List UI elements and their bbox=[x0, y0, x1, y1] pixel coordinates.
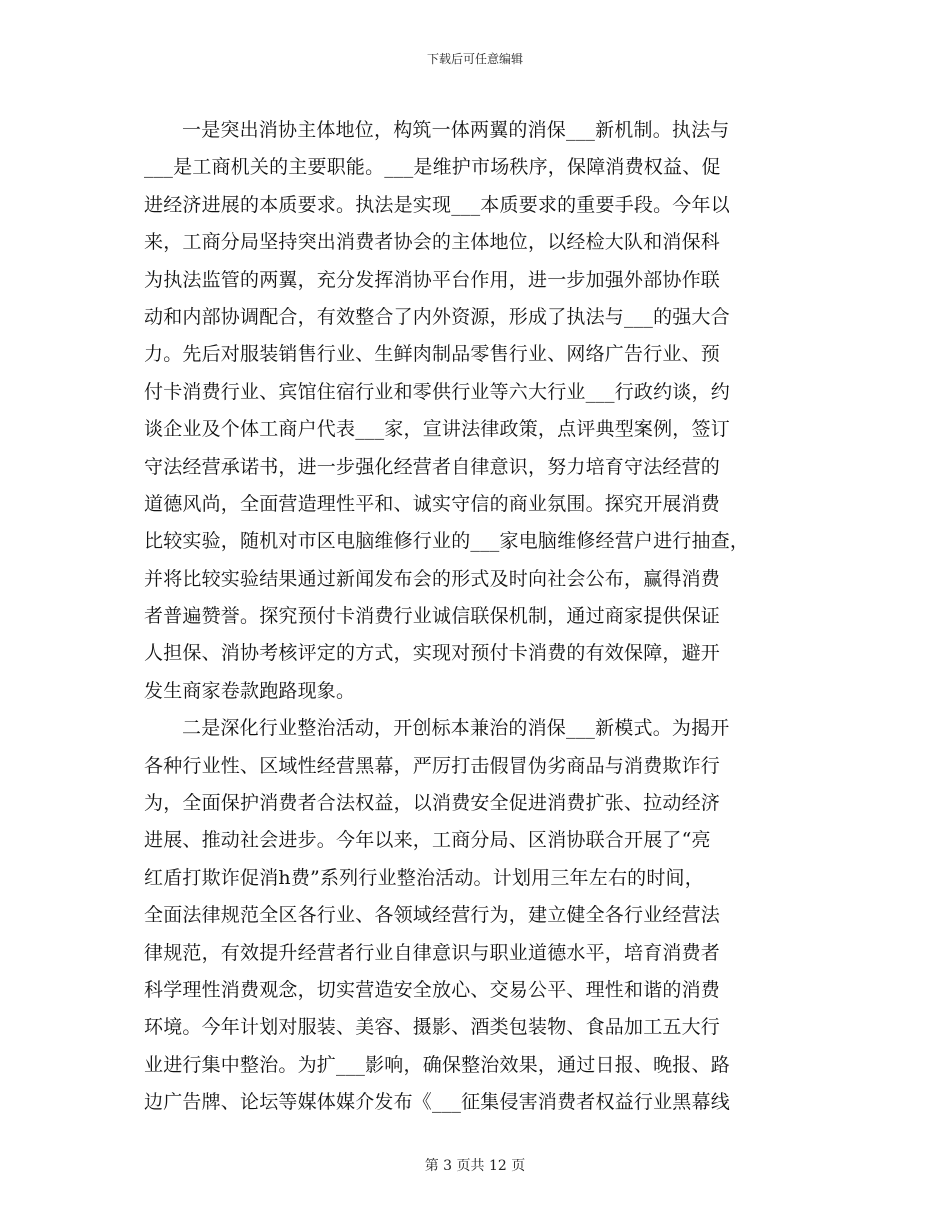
text-line: 律规范，有效提升经营者行业自律意识与职业道德水平，培育消费者 bbox=[144, 941, 721, 964]
page-header: 下载后可任意编辑 bbox=[426, 52, 523, 66]
text-line: 二是深化行业整治活动，开创标本兼治的消保___新模式。为揭开 bbox=[182, 717, 730, 740]
text-line: 环境。今年计划对服装、美容、摄影、酒类包装物、食品加工五大行 bbox=[144, 1016, 721, 1039]
text-line: 红盾打欺诈促消h费”系列行业整治活动。计划用三年左右的时间， bbox=[144, 866, 704, 889]
text-line: 科学理性消费观念，切实营造安全放心、交易公平、理性和谐的消费 bbox=[144, 978, 721, 1001]
text-line: 人担保、消协考核评定的方式，实现对预付卡消费的有效保障，避开 bbox=[144, 642, 721, 665]
paragraph-2 bbox=[144, 710, 814, 1121]
text-line: 为，全面保护消费者合法权益，以消费安全促进消费扩张、拉动经济 bbox=[144, 792, 721, 815]
text-line: 一是突出消协主体地位，构筑一体两翼的消保___新机制。执法与 bbox=[182, 119, 730, 141]
text-line: 动和内部协调配合，有效整合了内外资源，形成了执法与___的强大合 bbox=[144, 305, 730, 328]
text-line: 并将比较实验结果通过新闻发布会的形式及时向社会公布，赢得消费 bbox=[144, 567, 721, 590]
text-line: 边广告牌、论坛等媒体媒介发布《___征集侵害消费者权益行业黑幕线 bbox=[144, 1091, 730, 1114]
text-line: 来，工商分局坚持突出消费者协会的主体地位，以经检大队和消保科 bbox=[144, 231, 721, 254]
text-line: 各种行业性、区域性经营黑幕，严厉打击假冒伪劣商品与消费欺诈行 bbox=[144, 754, 721, 777]
paragraph-1 bbox=[144, 112, 814, 710]
text-line: 为执法监管的两翼，充分发挥消协平台作用，进一步加强外部协作联 bbox=[144, 268, 721, 291]
text-line: 发生商家卷款跑路现象。 bbox=[144, 679, 356, 702]
text-line: 全面法律规范全区各行业、各领域经营行为，建立健全各行业经营法 bbox=[144, 904, 721, 927]
text-line: 比较实验，随机对市区电脑维修行业的___家电脑维修经营户进行抽查， bbox=[144, 530, 750, 553]
page-footer: 第 3 页共 12 页 bbox=[424, 1158, 526, 1174]
text-line: 守法经营承诺书，进一步强化经营者自律意识，努力培育守法经营的 bbox=[144, 455, 721, 478]
text-line: 进展、推动社会进步。今年以来，工商分局、区消协联合开展了“亮 bbox=[144, 829, 711, 852]
text-line: ___是工商机关的主要职能。___是维护市场秩序，保障消费权益、促 bbox=[144, 156, 721, 179]
text-line: 进经济进展的本质要求。执法是实现___本质要求的重要手段。今年以 bbox=[144, 193, 730, 216]
text-line: 谈企业及个体工商户代表___家，宣讲法律政策，点评典型案例，签订 bbox=[144, 418, 730, 441]
document-body bbox=[144, 112, 814, 1122]
text-line: 力。先后对服装销售行业、生鲜肉制品零售行业、网络广告行业、预 bbox=[144, 343, 721, 366]
text-line: 者普遍赞誉。探究预付卡消费行业诚信联保机制，通过商家提供保证 bbox=[144, 605, 721, 628]
text-line: 业进行集中整治。为扩___影响，确保整治效果，通过日报、晚报、路 bbox=[144, 1053, 730, 1076]
text-line: 付卡消费行业、宾馆住宿行业和零供行业等六大行业___行政约谈，约 bbox=[144, 380, 730, 403]
text-line: 道德风尚，全面营造理性平和、诚实守信的商业氛围。探究开展消费 bbox=[144, 492, 721, 515]
